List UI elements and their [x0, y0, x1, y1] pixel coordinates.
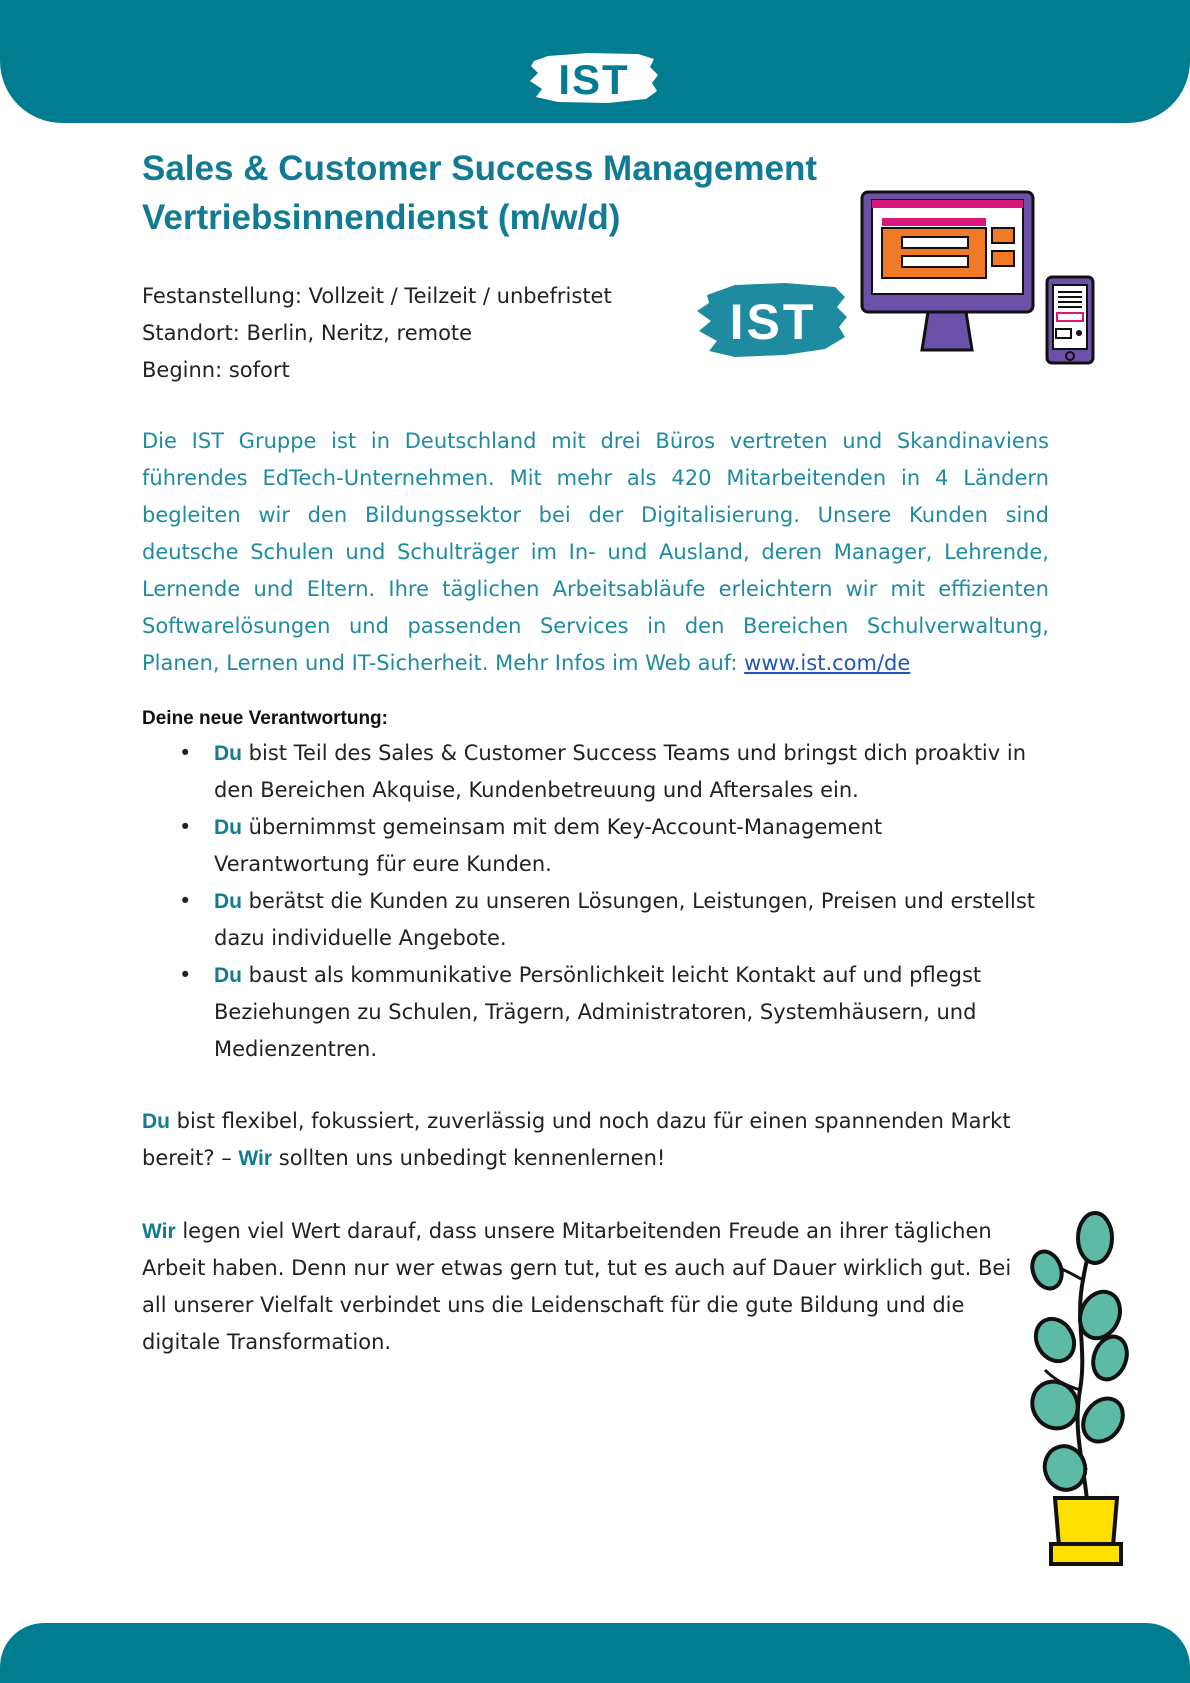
closing-text-1: bist flexibel, fokussiert, zuverlässig und noch dazu für einen spannenden Markt bereit? –: [142, 1109, 1011, 1170]
employment-type: Festanstellung: Vollzeit / Teilzeit / unbefristet: [142, 284, 612, 308]
closing-text-2: sollten uns unbedingt kennenlernen!: [272, 1146, 666, 1170]
job-meta: [142, 278, 612, 389]
item-text: übernimmst gemeinsam mit dem Key-Account-Management Verantwortung für eure Kunden.: [214, 815, 883, 876]
bullet-icon: •: [179, 963, 192, 987]
job-title-line-2: Vertriebsinnendienst (m/w/d): [142, 198, 621, 237]
values-lead-wir: Wir: [142, 1220, 176, 1243]
smartphone-icon: [1045, 275, 1095, 365]
list-item: [142, 809, 1042, 883]
bullet-icon: •: [179, 889, 192, 913]
item-text: bist Teil des Sales & Customer Success Teams und bringst dich proaktiv in den Bereichen Akquise, Kundenbetreuung und Aftersales ein.: [214, 741, 1027, 802]
website-link[interactable]: www.ist.com/de: [744, 651, 911, 675]
job-title: [142, 144, 817, 242]
item-text: baust als kommunikative Persönlichkeit leicht Kontakt auf und pflegst Beziehungen zu Schulen, Trägern, Administratoren, Systemhäusern, und Medienzentren.: [214, 963, 982, 1061]
list-item: [142, 883, 1042, 957]
location: Standort: Berlin, Neritz, remote: [142, 321, 473, 345]
list-item: [142, 957, 1042, 1068]
plant-icon: [1025, 1210, 1145, 1570]
ist-logo-brush: [695, 275, 849, 363]
list-item: [142, 735, 1042, 809]
closing-lead-du: Du: [142, 1110, 170, 1133]
item-lead: Du: [214, 890, 242, 913]
closing-paragraph-1: [142, 1103, 1042, 1177]
ist-logo-header-text: IST: [558, 56, 630, 103]
start-date: Beginn: sofort: [142, 358, 290, 382]
closing-paragraph-2: [142, 1213, 1035, 1361]
item-text: berätst die Kunden zu unseren Lösungen, Leistungen, Preisen und erstellst dazu individuelle Angebote.: [214, 889, 1036, 950]
ist-logo-header: [528, 47, 660, 109]
job-title-line-1: Sales & Customer Success Management: [142, 149, 817, 188]
values-text: legen viel Wert darauf, dass unsere Mitarbeitenden Freude an ihrer täglichen Arbeit haben. Denn nur wer etwas gern tut, tut es auch auf Dauer wirklich gut. Bei all unserer Vielfalt verbindet uns die Leidenschaft für die gute Bildung und die digitale Transformation.: [142, 1219, 1012, 1354]
item-lead: Du: [214, 964, 242, 987]
footer-band: [0, 1623, 1190, 1683]
monitor-icon: [860, 190, 1035, 355]
bullet-icon: •: [179, 815, 192, 839]
ist-logo-brush-text: IST: [729, 294, 817, 350]
item-lead: Du: [214, 742, 242, 765]
company-intro: [142, 423, 1049, 682]
bullet-icon: •: [179, 741, 192, 765]
company-intro-text: Die IST Gruppe ist in Deutschland mit drei Büros vertreten und Skandinaviens führendes EdTech-Unternehmen. Mit mehr als 420 Mitarbeitenden in 4 Ländern begleiten wir den Bildungssektor bei der Digitalisierung. Unsere Kunden sind deutsche Schulen und Schulträger im In- und Ausland, deren Manager, Lehrende, Lernende und Eltern. Ihre täglichen Arbeitsabläufe erleichtern wir mit effizienten Softwarelösungen und passenden Services in den Bereichen Schulverwaltung, Planen, Lernen und IT-Sicherheit. Mehr Infos im Web auf:: [142, 429, 1049, 675]
item-lead: Du: [214, 816, 242, 839]
closing-lead-wir: Wir: [238, 1147, 273, 1170]
responsibilities-list: [142, 735, 1042, 1068]
responsibilities-heading: Deine neue Verantwortung:: [142, 708, 388, 729]
